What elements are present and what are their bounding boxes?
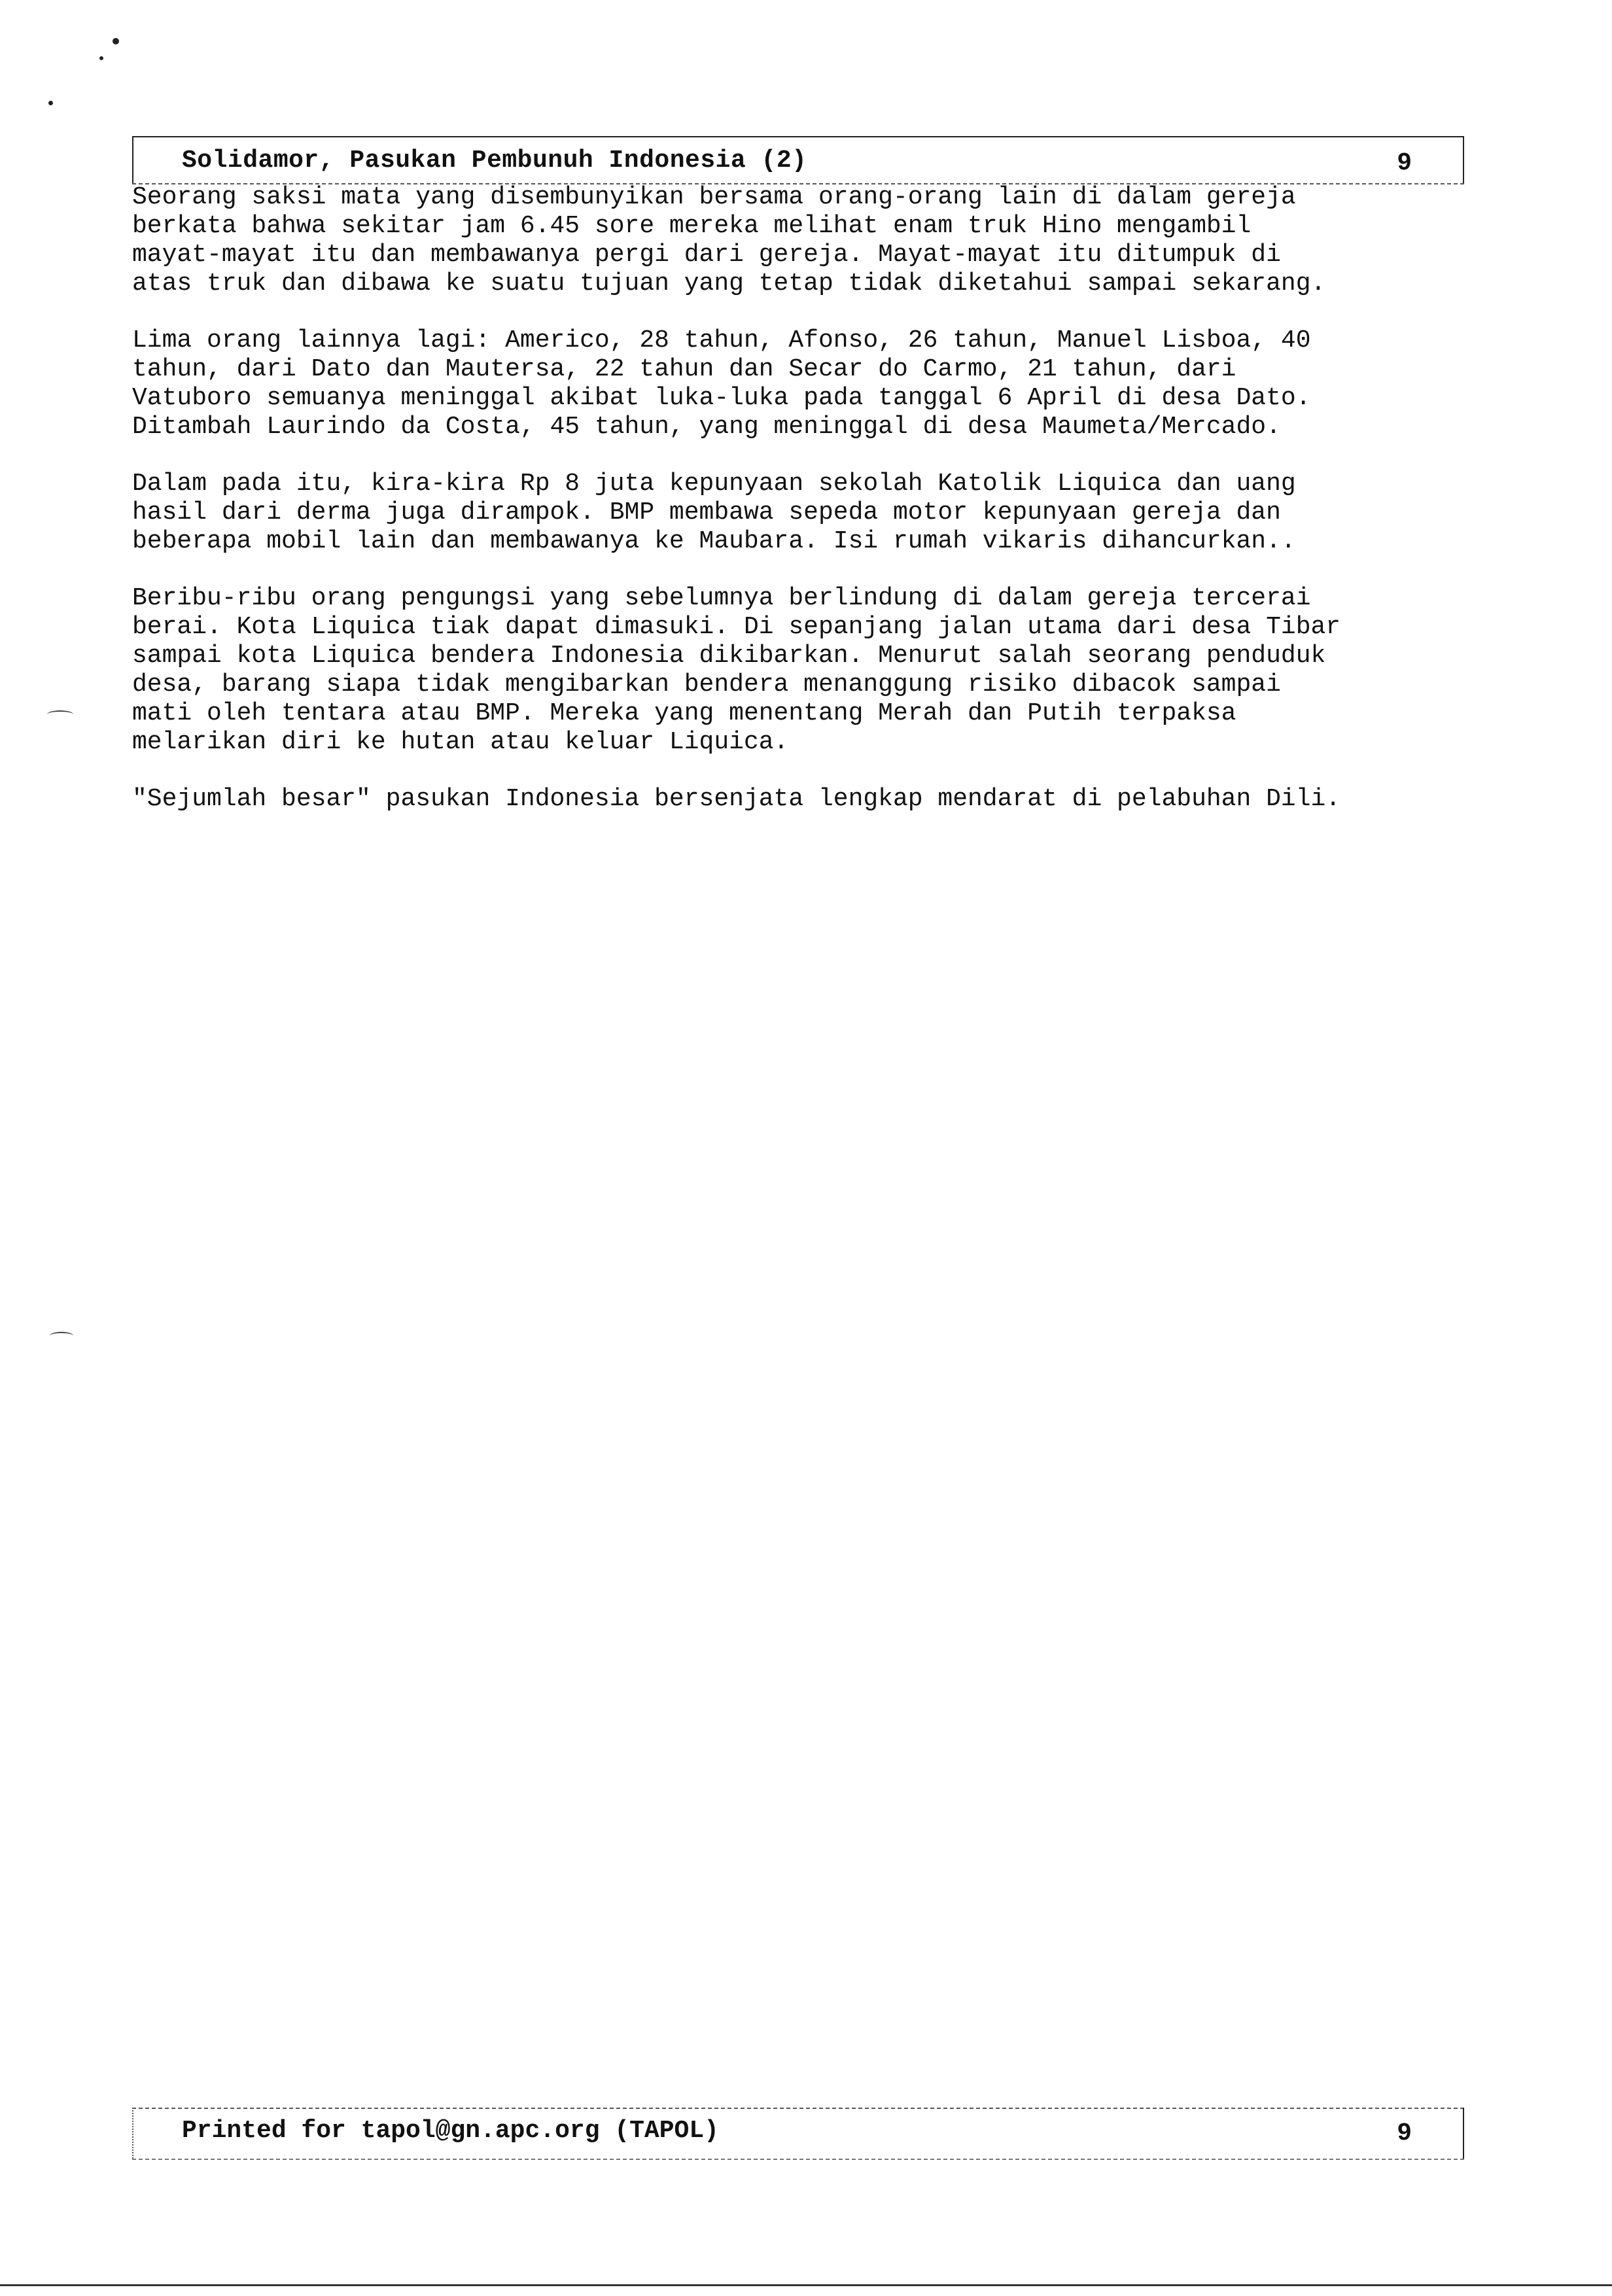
paragraph: Dalam pada itu, kira-kira Rp 8 juta kepunyaan sekolah Katolik Liquica dan uang hasil dari derma juga dirampok. BMP membawa sepeda motor kepunyaan gereja dan beberapa mobil lain dan membawanya ke Maubara. Isi rumah vikaris dihancurkan.. [132, 470, 1296, 555]
page-header [132, 136, 1464, 183]
scan-mark [50, 1332, 73, 1340]
paragraph: Lima orang lainnya lagi: Americo, 28 tahun, Afonso, 26 tahun, Manuel Lisboa, 40 tahun, dari Dato dan Mautersa, 22 tahun dan Secar do Carmo, 21 tahun, dari Vatuboro semuanya meninggal akibat luka-luka pada tanggal 6 April di desa Dato. Ditambah Laurindo da Costa, 45 tahun, yang meninggal di desa Maumeta/Mercado. [132, 326, 1311, 441]
header-page-number: 9 [1397, 149, 1412, 177]
article-body [132, 183, 1493, 842]
scan-speck [48, 101, 53, 105]
paragraph: Seorang saksi mata yang disembunyikan bersama orang-orang lain di dalam gereja berkata bahwa sekitar jam 6.45 sore mereka melihat enam truk Hino mengambil mayat-mayat itu dan membawanya pergi dari gereja. Mayat-mayat itu ditumpuk di atas truk dan dibawa ke suatu tujuan yang tetap tidak diketahui sampai sekarang. [132, 183, 1326, 298]
page-footer [132, 2108, 1464, 2159]
footer-label: Printed for tapol@gn.apc.org (TAPOL) [182, 2117, 719, 2145]
scan-speck [113, 38, 119, 44]
footer-bottom-rule [132, 2159, 1464, 2160]
paragraph: "Sejumlah besar" pasukan Indonesia bersenjata lengkap mendarat di pelabuhan Dili. [132, 785, 1341, 813]
footer-page-number: 9 [1397, 2119, 1412, 2148]
header-title: Solidamor, Pasukan Pembunuh Indonesia (2) [182, 147, 807, 175]
scan-mark [47, 710, 73, 718]
paragraph: Beribu-ribu orang pengungsi yang sebelumnya berlindung di dalam gereja tercerai berai. Kota Liquica tiak dapat dimasuki. Di sepanjang jalan utama dari desa Tibar sampai kota Liquica bendera Indonesia dikibarkan. Menurut salah seorang penduduk desa, barang siapa tidak mengibarkan bendera menanggung risiko dibacok sampai mati oleh tentara atau BMP. Mereka yang menentang Merah dan Putih terpaksa melarikan diri ke hutan atau keluar Liquica. [132, 584, 1341, 756]
scan-speck [99, 56, 103, 60]
page-edge-line [0, 2284, 1612, 2286]
